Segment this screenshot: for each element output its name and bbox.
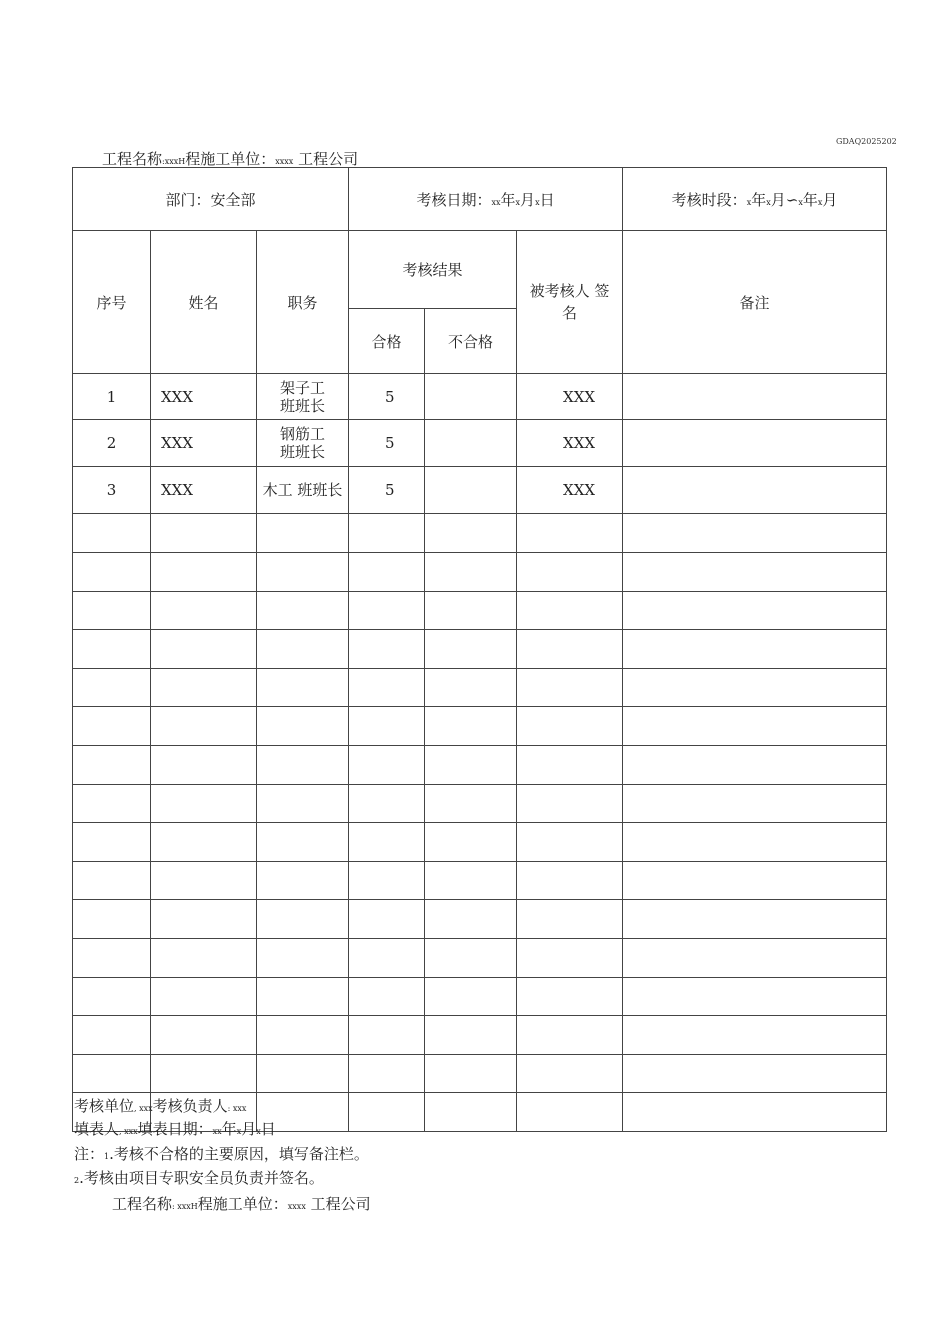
empty-cell [623,514,887,553]
empty-cell [349,900,425,939]
empty-cell [425,746,517,785]
empty-cell [73,785,151,823]
period-label: 考核时段： [671,190,747,209]
empty-cell [73,862,151,900]
empty-cell [623,978,887,1016]
empty-cell [425,630,517,669]
table-row-empty [73,1055,887,1093]
date-day-unit: 日 [539,190,555,209]
table-row-empty [73,823,887,862]
column-header-row [73,231,887,309]
table-row-empty [73,707,887,746]
fill-date-month: x [236,1127,242,1136]
empty-cell [517,669,623,707]
empty-cell [623,1093,887,1132]
col-position: 职务 [257,231,349,374]
project-value: xxxH [164,157,186,166]
empty-cell [257,1016,349,1055]
empty-cell [257,900,349,939]
repeat-unit-tail: 工程公司 [305,1195,371,1213]
footer-project-repeat [112,1193,371,1214]
empty-cell [623,669,887,707]
row-fail [425,374,517,420]
col-fail: 不合格 [425,309,517,374]
empty-cell [151,630,257,669]
fill-date-day: x [256,1127,261,1136]
row-name: XXX [151,467,257,514]
empty-cell [425,1055,517,1093]
empty-cell [623,823,887,862]
empty-cell [349,1016,425,1055]
fill-date-month-unit: 月 [241,1120,257,1138]
date-day: x [535,197,540,207]
empty-cell [151,707,257,746]
empty-cell [257,707,349,746]
row-pass: 5 [349,374,425,420]
row-position: 钢筋工班班长 [257,420,349,467]
empty-cell [517,746,623,785]
filler-value: , xxx [119,1127,138,1136]
date-month: x [515,197,521,207]
table-row [73,420,887,467]
empty-cell [425,514,517,553]
empty-cell [151,746,257,785]
empty-cell [73,630,151,669]
empty-cell [425,862,517,900]
empty-cell [73,592,151,630]
row-signee: XXX [517,467,623,514]
note-2-number: 2 [74,1176,80,1185]
empty-cell [517,707,623,746]
project-label: 工程名称 [102,150,163,168]
empty-cell [349,862,425,900]
empty-cell [623,592,887,630]
row-position: 架子工班班长 [257,374,349,420]
assessor-head-label: 考核负责人 [152,1097,228,1115]
empty-cell [425,823,517,862]
empty-cell [257,823,349,862]
empty-cell [517,785,623,823]
col-remark: 备注 [623,231,887,374]
empty-cell [349,1093,425,1132]
table-row-empty [73,592,887,630]
period-cell [623,168,887,231]
empty-cell [425,553,517,592]
row-remark [623,420,887,467]
info-row [73,168,887,231]
empty-cell [73,900,151,939]
empty-cell [349,939,425,978]
unit-value: xxxx [275,157,294,166]
empty-cell [349,978,425,1016]
col-seq: 序号 [73,231,151,374]
empty-cell [257,978,349,1016]
empty-cell [151,592,257,630]
period-year2-unit: 年 [802,190,818,209]
empty-cell [517,514,623,553]
dept-cell: 部门：安全部 [73,168,349,231]
assessor-head-value: : xxx [227,1104,247,1113]
date-year: xx [491,197,501,207]
empty-cell [517,630,623,669]
filler-label: 填表人 [74,1120,120,1138]
empty-cell [257,1055,349,1093]
empty-cell [349,553,425,592]
fill-date-label: 填表日期： [137,1120,213,1138]
table-row [73,467,887,514]
period-year1: x [746,197,752,207]
empty-cell [257,514,349,553]
table-row-empty [73,978,887,1016]
assessor-unit-value: , xxx [134,1104,153,1113]
empty-cell [73,514,151,553]
note-1-number: 1 [104,1152,110,1161]
empty-cell [257,785,349,823]
note-2-text: .考核由项目专职安全员负责并签名。 [79,1169,324,1187]
empty-cell [517,862,623,900]
empty-cell [517,1093,623,1132]
empty-cell [425,785,517,823]
empty-cell [73,939,151,978]
unit-tail: 工程公司 [293,150,359,168]
repeat-project-label: 工程名称 [112,1195,173,1213]
date-year-unit: 年 [500,190,516,209]
empty-cell [623,707,887,746]
empty-cell [425,900,517,939]
empty-cell [151,553,257,592]
empty-cell [151,862,257,900]
footer-note-2 [74,1167,324,1188]
row-fail [425,467,517,514]
col-name: 姓名 [151,231,257,374]
empty-cell [151,823,257,862]
table-row-empty [73,862,887,900]
empty-cell [349,1055,425,1093]
empty-cell [73,669,151,707]
period-month1-unit: 月∽ [770,190,799,209]
empty-cell [623,1016,887,1055]
note-1-text: .考核不合格的主要原因，填写备注栏。 [109,1145,369,1163]
row-name: XXX [151,374,257,420]
row-pass: 5 [349,467,425,514]
empty-cell [425,1093,517,1132]
table-row-empty [73,900,887,939]
row-pass: 5 [349,420,425,467]
empty-cell [517,823,623,862]
empty-cell [257,862,349,900]
project-header [102,148,358,169]
empty-cell [151,1055,257,1093]
empty-cell [349,746,425,785]
empty-cell [151,1016,257,1055]
row-name: XXX [151,420,257,467]
empty-cell [425,669,517,707]
period-month2: x [817,197,823,207]
date-label: 考核日期： [416,190,492,209]
empty-cell [623,553,887,592]
fill-date-year-unit: 年 [221,1120,237,1138]
date-cell [349,168,623,231]
assessor-unit-label: 考核单位 [74,1097,135,1115]
row-seq: 3 [73,467,151,514]
empty-cell [425,707,517,746]
table-row-empty [73,514,887,553]
empty-cell [349,592,425,630]
empty-cell [425,1016,517,1055]
period-year2: x [798,197,803,207]
empty-cell [73,1055,151,1093]
empty-cell [517,900,623,939]
row-signee: XXX [517,420,623,467]
empty-cell [425,592,517,630]
empty-cell [151,514,257,553]
empty-cell [623,1055,887,1093]
empty-cell [73,978,151,1016]
row-signee: XXX [517,374,623,420]
empty-cell [73,823,151,862]
empty-cell [151,900,257,939]
empty-cell [349,630,425,669]
footer-note-1 [74,1143,369,1164]
empty-cell [349,707,425,746]
empty-cell [517,553,623,592]
col-result: 考核结果 [349,231,517,309]
empty-cell [623,630,887,669]
empty-cell [257,746,349,785]
fill-date-year: xx [212,1127,222,1136]
row-seq: 2 [73,420,151,467]
empty-cell [517,939,623,978]
project-tail: 程施工单位： [185,150,276,168]
table-row-empty [73,553,887,592]
footer-filler-line [74,1118,276,1139]
empty-cell [623,746,887,785]
project-sep: : [162,157,165,166]
row-fail [425,420,517,467]
row-seq: 1 [73,374,151,420]
empty-cell [349,823,425,862]
empty-cell [73,746,151,785]
empty-cell [623,785,887,823]
empty-cell [349,785,425,823]
empty-cell [257,939,349,978]
fill-date-day-unit: 日 [260,1120,276,1138]
empty-cell [73,707,151,746]
repeat-project-value: : xxxH [172,1202,198,1211]
empty-cell [517,978,623,1016]
document-code: GDAQ2025202 [836,137,897,146]
table-row-empty [73,939,887,978]
empty-cell [623,939,887,978]
repeat-project-tail: 程施工单位： [197,1195,288,1213]
empty-cell [73,1016,151,1055]
empty-cell [257,553,349,592]
empty-cell [517,592,623,630]
empty-cell [257,630,349,669]
empty-cell [349,514,425,553]
assessment-table [72,167,887,1132]
empty-cell [151,785,257,823]
empty-cell [257,669,349,707]
empty-cell [425,978,517,1016]
note-label: 注： [74,1145,105,1163]
period-month2-unit: 月 [822,190,838,209]
row-remark [623,374,887,420]
empty-cell [73,553,151,592]
empty-cell [151,978,257,1016]
table-row-empty [73,630,887,669]
empty-cell [151,939,257,978]
footer-assessor-line [74,1095,246,1116]
empty-cell [425,939,517,978]
empty-cell [349,669,425,707]
row-remark [623,467,887,514]
empty-cell [623,862,887,900]
table-row-empty [73,785,887,823]
col-pass: 合格 [349,309,425,374]
empty-cell [623,900,887,939]
table-row [73,374,887,420]
table-row-empty [73,746,887,785]
repeat-unit-value: xxxx [287,1202,306,1211]
date-month-unit: 月 [520,190,536,209]
period-year1-unit: 年 [751,190,767,209]
empty-cell [151,669,257,707]
col-signee: 被考核人 签名 [517,231,623,374]
table-row-empty [73,1016,887,1055]
row-position: 木工 班班长 [257,467,349,514]
empty-cell [517,1055,623,1093]
period-month1: x [766,197,771,207]
table-row-empty [73,669,887,707]
empty-cell [257,592,349,630]
empty-cell [517,1016,623,1055]
